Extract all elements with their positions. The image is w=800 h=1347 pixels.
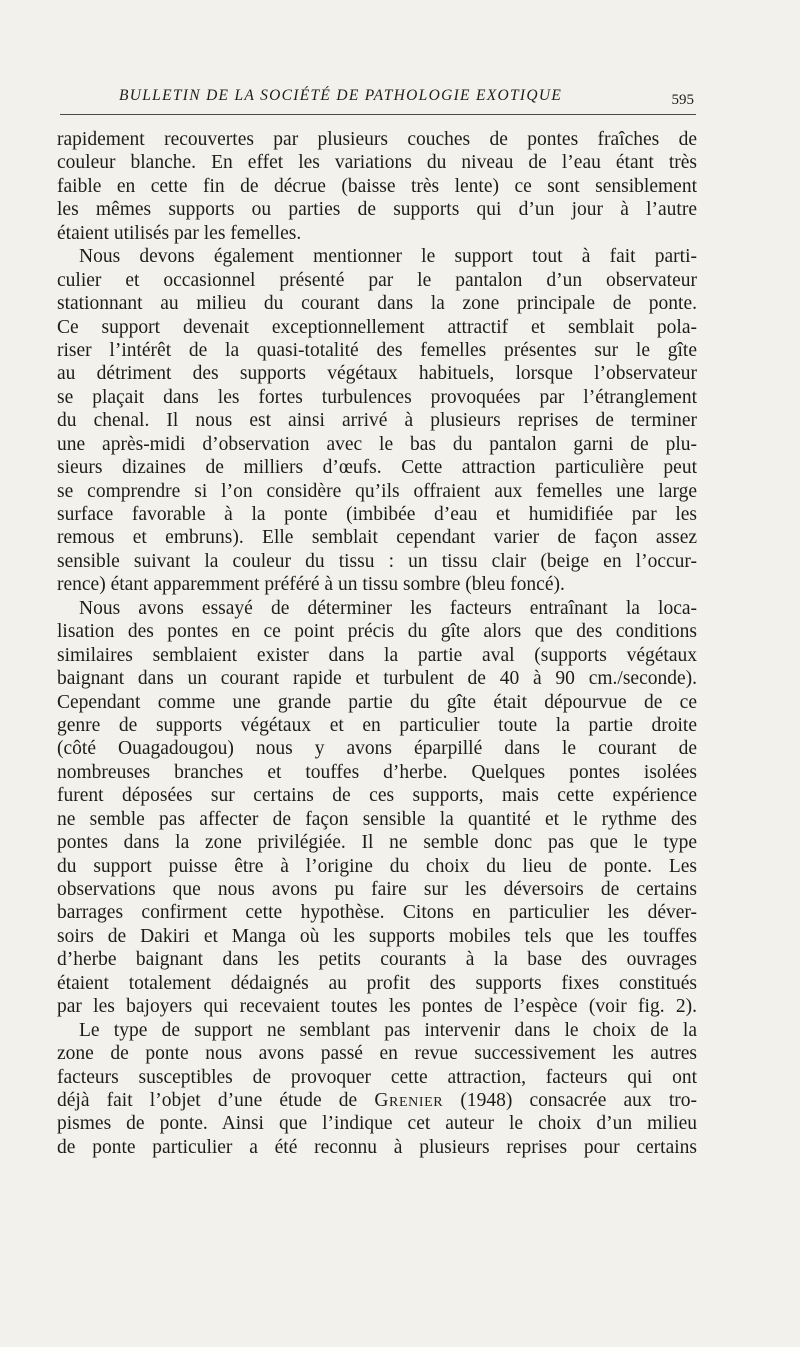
journal-title: BULLETIN DE LA SOCIÉTÉ DE PATHOLOGIE EXOTIQUE: [119, 87, 563, 104]
text-line: une après-midi d’observation avec le bas du pantalon garni de plu-: [57, 433, 697, 455]
text-line: Nous avons essayé de déterminer les facteurs entraînant la loca-: [79, 597, 697, 619]
header-rule: [60, 114, 696, 115]
paragraph-4: [57, 1019, 697, 1160]
text-line: ne semble pas affecter de façon sensible la quantité et le rythme des: [57, 808, 697, 830]
citation-text-before: déjà fait l’objet d’une étude de: [57, 1089, 375, 1111]
text-line: lisation des pontes en ce point précis du gîte alors que des conditions: [57, 621, 697, 643]
text-line: se plaçait dans les fortes turbulences provoquées par l’étranglement: [57, 386, 697, 408]
cited-author: Grenier: [374, 1089, 444, 1111]
text-line: sensible suivant la couleur du tissu : un tissu clair (beige en l’occur-: [57, 550, 697, 572]
text-line: rapidement recouvertes par plusieurs couches de pontes fraîches de: [57, 129, 697, 150]
text-line: Ce support devenait exceptionnellement attractif et semblait pola-: [57, 316, 697, 338]
text-line: pismes de ponte. Ainsi que l’indique cet auteur le choix d’un milieu: [57, 1113, 697, 1135]
text-line: (côté Ouagadougou) nous y avons éparpillé dans le courant de: [57, 738, 697, 760]
text-line: au détriment des supports végétaux habituels, lorsque l’observateur: [57, 363, 697, 385]
text-line: soirs de Dakiri et Manga où les supports mobiles tels que les touffes: [57, 925, 697, 947]
text-line: se comprendre si l’on considère qu’ils offraient aux femelles une large: [57, 480, 697, 502]
paragraph-3: [57, 597, 697, 1019]
text-line: zone de ponte nous avons passé en revue successivement les autres: [57, 1043, 697, 1065]
citation-text-after: (1948) consacrée aux tro-: [443, 1089, 697, 1111]
body-text: [57, 128, 697, 1159]
text-line: riser l’intérêt de la quasi-totalité des femelles présentes sur le gîte: [57, 339, 697, 361]
text-line: du support puisse être à l’origine du choix du lieu de ponte. Les: [57, 855, 697, 877]
text-line: les mêmes supports ou parties de supports qui d’un jour à l’autre: [57, 199, 697, 221]
text-line: faible en cette fin de décrue (baisse très lente) ce sont sensiblement: [57, 175, 697, 197]
text-line: du chenal. Il nous est ainsi arrivé à plusieurs reprises de terminer: [57, 410, 697, 432]
text-line: étaient utilisés par les femelles.: [57, 222, 302, 244]
page-number: 595: [671, 92, 694, 108]
text-line: genre de supports végétaux et en particulier toute la partie droite: [57, 714, 697, 736]
text-line: de ponte particulier a été reconnu à plusieurs reprises pour certains: [57, 1136, 697, 1158]
text-line: Nous devons également mentionner le support tout à fait parti-: [79, 246, 697, 268]
text-line: observations que nous avons pu faire sur les déversoirs de certains: [57, 879, 697, 900]
text-line: culier et occasionnel présenté par le pantalon d’un observateur: [57, 269, 697, 291]
text-line: barrages confirment cette hypothèse. Citons en particulier les déver-: [57, 902, 697, 924]
text-line: rence) étant apparemment préféré à un tissu sombre (bleu foncé).: [57, 574, 565, 596]
text-line: similaires semblaient exister dans la partie aval (supports végétaux: [57, 644, 697, 666]
text-line: baignant dans un courant rapide et turbulent de 40 à 90 cm./seconde).: [57, 668, 697, 690]
text-line: surface favorable à la ponte (imbibée d’eau et humidifiée par les: [57, 504, 697, 525]
text-line: furent déposées sur certains de ces supports, mais cette expérience: [57, 785, 697, 807]
text-line: stationnant au milieu du courant dans la zone principale de ponte.: [57, 293, 697, 315]
text-line: étaient totalement dédaignés au profit des supports fixes constitués: [57, 972, 697, 994]
text-line-with-citation: [57, 1089, 697, 1112]
running-header: [57, 84, 697, 114]
text-line: Le type de support ne semblant pas intervenir dans le choix de la: [79, 1019, 697, 1041]
text-line: facteurs susceptibles de provoquer cette attraction, facteurs qui ont: [57, 1066, 697, 1088]
text-line: sieurs dizaines de milliers d’œufs. Cette attraction particulière peut: [57, 457, 697, 479]
text-line: couleur blanche. En effet les variations du niveau de l’eau étant très: [57, 152, 697, 174]
paragraph-1: [57, 128, 697, 245]
text-line: d’herbe baignant dans les petits courants à la base des ouvrages: [57, 949, 697, 971]
text-line: par les bajoyers qui recevaient toutes les pontes de l’espèce (voir fig. 2).: [57, 996, 697, 1018]
text-line: pontes dans la zone privilégiée. Il ne semble donc pas que le type: [57, 832, 697, 854]
text-line: Cependant comme une grande partie du gîte était dépourvue de ce: [57, 691, 697, 713]
text-line: remous et embruns). Elle semblait cependant varier de façon assez: [57, 527, 697, 549]
text-line: nombreuses branches et touffes d’herbe. Quelques pontes isolées: [57, 761, 697, 783]
paragraph-2: [57, 245, 697, 597]
